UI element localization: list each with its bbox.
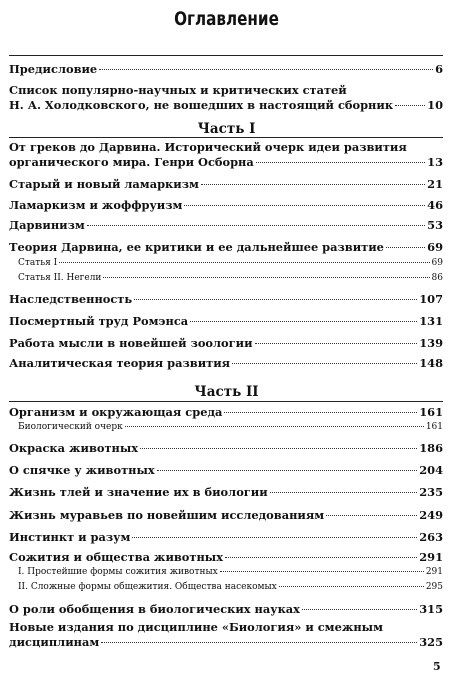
page-title: Оглавление: [174, 8, 279, 30]
toc-page-number: 69: [431, 258, 443, 268]
dot-leader: [190, 321, 417, 322]
dot-leader: [279, 586, 424, 587]
toc-page-number: 161: [425, 422, 443, 432]
toc-entry[interactable]: [9, 602, 443, 617]
toc-page-number: 53: [427, 218, 443, 232]
toc-entry[interactable]: [9, 62, 443, 77]
toc-entry-title: Сожития и общества животных: [9, 550, 224, 564]
toc-entry[interactable]: [9, 240, 443, 255]
toc-page-number: 13: [427, 155, 443, 169]
dot-leader: [132, 537, 417, 538]
toc-entry-title: Наследственность: [9, 292, 133, 306]
dot-leader: [225, 557, 417, 558]
dot-leader: [326, 515, 417, 516]
toc-entry-title: Организм и окружающая среда: [9, 405, 223, 419]
toc-page-number: 69: [427, 240, 443, 254]
toc-page-number: 86: [431, 273, 443, 283]
rule-front: [9, 55, 443, 56]
toc-entry-title: Предисловие: [9, 62, 98, 76]
toc-entry-title: Жизнь муравьев по новейшим исследованиям: [9, 508, 325, 522]
toc-entry-title: Дарвинизм: [9, 218, 85, 232]
toc-page-number: 46: [427, 198, 443, 212]
toc-entry[interactable]: [9, 530, 443, 545]
toc-entry[interactable]: [9, 508, 443, 523]
dot-leader: [386, 247, 425, 248]
dot-leader: [224, 412, 417, 413]
toc-page-number: 10: [427, 98, 443, 112]
toc-entry-title: Окраска животных: [9, 441, 139, 455]
toc-entry-title: Жизнь тлей и значение их в биологии: [9, 485, 268, 499]
dot-leader: [87, 225, 425, 226]
dot-leader: [232, 363, 417, 364]
toc-entry-title: О роли обобщения в биологических науках: [9, 602, 300, 616]
dot-leader: [302, 609, 417, 610]
toc-page-number: 263: [419, 530, 443, 544]
toc-entry[interactable]: [9, 198, 443, 213]
toc-page-number: 131: [419, 314, 443, 328]
toc-entry[interactable]: [9, 441, 443, 456]
toc-entry[interactable]: [9, 356, 443, 371]
toc-entry[interactable]: [9, 218, 443, 233]
toc-page-number: 249: [419, 508, 443, 522]
toc-entry-title: О спячке у животных: [9, 463, 155, 477]
toc-page-number: 315: [419, 602, 443, 616]
toc-entry-title: Теория Дарвина, ее критики и ее дальнейшее развитие: [9, 240, 384, 254]
dot-leader: [255, 343, 418, 344]
toc-entry-title: Новые издания по дисциплине «Биология» и смежным: [9, 620, 383, 634]
toc-page-number: 139: [419, 336, 443, 350]
toc-entry-title: Инстинкт и разум: [9, 530, 131, 544]
dot-leader: [140, 448, 417, 449]
toc-entry[interactable]: [9, 292, 443, 307]
toc-entry-title: Список популярно-научных и критических статей: [9, 83, 347, 97]
part-heading-1: Часть I: [197, 121, 256, 137]
dot-leader: [395, 105, 425, 106]
toc-entry-title: Статья II. Негели: [18, 273, 102, 283]
dot-leader: [220, 571, 424, 572]
dot-leader: [270, 492, 418, 493]
toc-subentry[interactable]: [18, 257, 443, 269]
toc-page-number: 148: [419, 356, 443, 370]
part-heading-2: Часть II: [194, 384, 259, 400]
dot-leader: [184, 205, 425, 206]
dot-leader: [99, 69, 433, 70]
toc-page-number: 186: [419, 441, 443, 455]
toc-entry-title: II. Сложные формы общежития. Общества насекомых: [18, 582, 277, 592]
toc-entry-title: Статья I: [18, 258, 58, 268]
toc-subentry[interactable]: [18, 272, 443, 284]
toc-page-number: 107: [419, 292, 443, 306]
toc-entry-title: Ламаркизм и жоффруизм: [9, 198, 183, 212]
toc-entry[interactable]: [9, 140, 443, 170]
toc-page-number: 6: [435, 62, 443, 76]
toc-page-number: 21: [427, 177, 443, 191]
toc-entry-title: Аналитическая теория развития: [9, 356, 231, 370]
toc-entry[interactable]: [9, 463, 443, 478]
toc-subentry[interactable]: [18, 566, 443, 578]
toc-entry-title: Посмертный труд Ромэнса: [9, 314, 189, 328]
toc-entry-title: Работа мысли в новейшей зоологии: [9, 336, 253, 350]
dot-leader: [59, 262, 429, 263]
toc-entry[interactable]: [9, 485, 443, 500]
toc-entry-title: Н. А. Холодковского, не вошедших в настоящий сборник: [9, 98, 394, 112]
dot-leader: [125, 426, 424, 427]
dot-leader: [101, 642, 417, 643]
toc-page-number: 161: [419, 405, 443, 419]
toc-page-number: 295: [425, 582, 443, 592]
dot-leader: [201, 184, 425, 185]
toc-entry[interactable]: [9, 177, 443, 192]
toc-entry[interactable]: [9, 83, 443, 113]
dot-leader: [256, 162, 425, 163]
page-number: 5: [433, 660, 441, 673]
toc-page-number: 235: [419, 485, 443, 499]
toc-subentry[interactable]: [18, 581, 443, 593]
dot-leader: [134, 299, 417, 300]
toc-entry-title: Старый и новый ламаркизм: [9, 177, 199, 191]
rule-part1: [9, 137, 443, 138]
toc-entry-title: органического мира. Генри Осборна: [9, 155, 254, 169]
toc-entry-title: дисциплинам: [9, 635, 100, 649]
rule-part2: [9, 401, 443, 402]
toc-entry-title: От греков до Дарвина. Исторический очерк идеи развития: [9, 140, 407, 154]
toc-entry[interactable]: [9, 314, 443, 329]
dot-leader: [103, 277, 429, 278]
dot-leader: [157, 470, 418, 471]
toc-entry[interactable]: [9, 620, 443, 650]
toc-entry[interactable]: [9, 405, 443, 420]
toc-subentry[interactable]: [18, 421, 443, 433]
toc-page-number: 291: [425, 567, 443, 577]
toc-entry-title: Биологический очерк: [18, 422, 123, 432]
toc-entry[interactable]: [9, 550, 443, 565]
toc-page-number: 325: [419, 635, 443, 649]
toc-page-number: 291: [419, 550, 443, 564]
toc-entry-title: I. Простейшие формы сожития животных: [18, 567, 218, 577]
toc-page-number: 204: [419, 463, 443, 477]
toc-entry[interactable]: [9, 336, 443, 351]
